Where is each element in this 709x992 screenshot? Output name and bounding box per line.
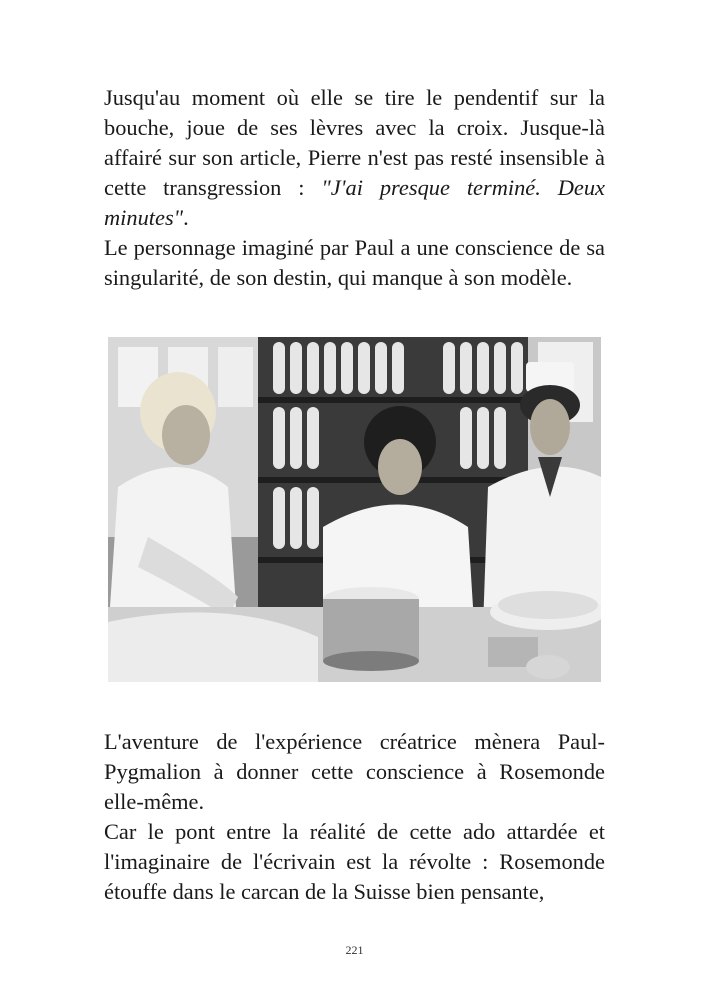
page-number: 221 xyxy=(345,943,364,957)
paragraph-1-text: Jusqu'au moment où elle se tire le pendentif sur la bouche, joue de ses lèvres avec la croix. Jusque-là affairé sur son article, Pierre n'est pas resté insensible à cette transgression : xyxy=(104,85,605,200)
paragraph-2: Le personnage imaginé par Paul a une conscience de sa singularité, de son destin, qui manque à son modèle. xyxy=(104,235,605,290)
photo-butchery-workers xyxy=(108,337,601,682)
paragraph-3: L'aventure de l'expérience créatrice mènera Paul-Pygmalion à donner cette conscience à Rosemonde elle-même. xyxy=(104,729,605,814)
photo-illustration xyxy=(108,337,601,682)
paragraph-1-end: . xyxy=(183,205,189,230)
body-text-top xyxy=(104,83,605,293)
paragraph-1-quote: "J'ai presque terminé. Deux minutes" xyxy=(104,175,605,230)
paragraph-4: Car le pont entre la réalité de cette ado attardée et l'imaginaire de l'écrivain est la révolte : Rosemonde étouffe dans le carcan de la Suisse bien pensante, xyxy=(104,819,605,904)
paragraph-1 xyxy=(104,83,605,233)
body-text-bottom xyxy=(104,727,605,907)
